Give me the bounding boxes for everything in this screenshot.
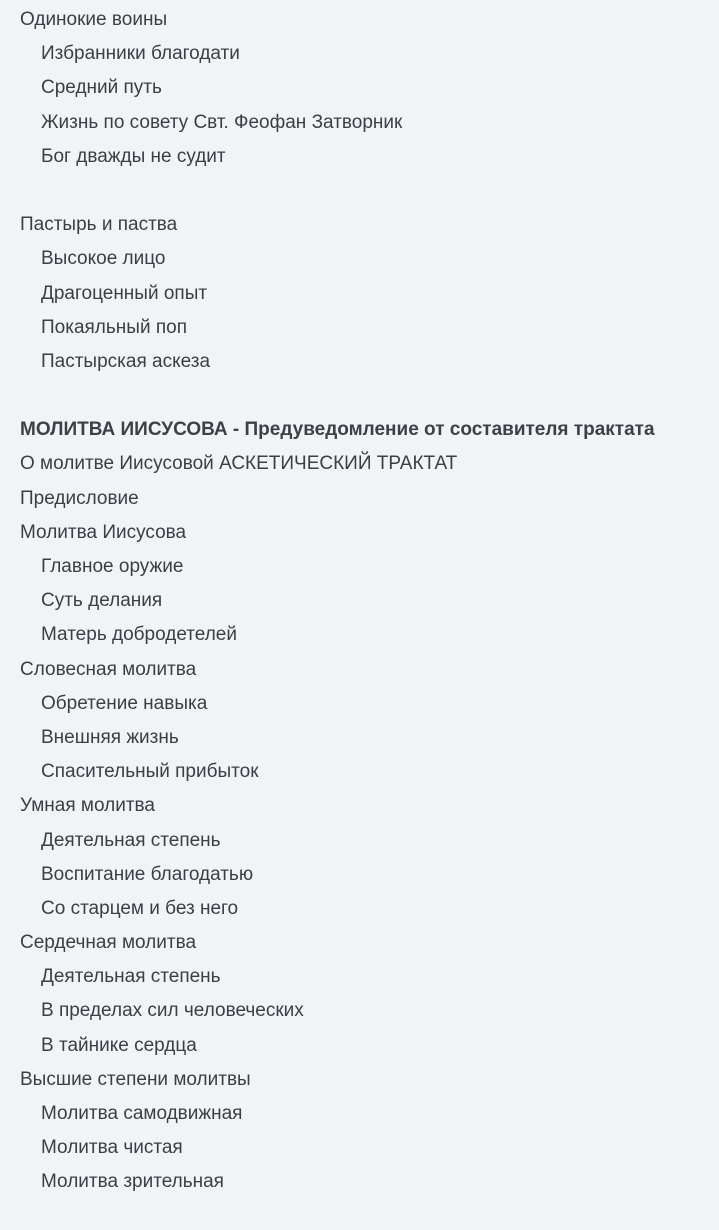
toc-subitem[interactable]: Матерь добродетелей <box>41 624 237 646</box>
toc-subitem[interactable]: Молитва чистая <box>41 1137 183 1159</box>
toc-subitem[interactable]: Высокое лицо <box>41 248 166 270</box>
toc-subitem[interactable]: Молитва самодвижная <box>41 1103 243 1124</box>
toc-subitem[interactable]: Жизнь по совету Свт. Феофан Затворник <box>41 111 403 133</box>
section-spacer <box>20 174 719 208</box>
toc-item[interactable]: Молитва Иисусова <box>20 521 187 543</box>
toc-subitem[interactable]: Суть делания <box>41 590 163 612</box>
toc-subitem[interactable]: Обретение навыка <box>41 692 208 714</box>
toc-subitem[interactable]: Спасительный прибыток <box>41 761 259 783</box>
toc-item[interactable]: Высшие степени молитвы <box>20 1068 251 1090</box>
toc-item[interactable]: О молитве Иисусовой АСКЕТИЧЕСКИЙ ТРАКТАТ <box>20 453 458 475</box>
toc-subitem[interactable]: Драгоценный опыт <box>41 282 208 304</box>
toc-subitem[interactable]: Со старцем и без него <box>41 897 239 919</box>
toc-subitem[interactable]: Избранники благодати <box>41 43 240 65</box>
toc-item[interactable]: Пастырь и паства <box>20 214 178 236</box>
toc-subitem[interactable]: В тайнике сердца <box>41 1034 197 1056</box>
toc-item[interactable]: Умная молитва <box>20 795 155 817</box>
section-spacer <box>20 379 719 413</box>
toc-subitem[interactable]: Бог дважды не судит <box>41 145 226 167</box>
toc-subitem[interactable]: В пределах сил человеческих <box>41 1000 304 1022</box>
toc-subitem[interactable]: Внешняя жизнь <box>41 726 179 748</box>
toc-subitem[interactable]: Деятельная степень <box>41 829 221 851</box>
toc-subitem[interactable]: Средний путь <box>41 77 162 99</box>
toc-item[interactable]: Предисловие <box>20 487 139 509</box>
toc-subitem[interactable]: Воспитание благодатью <box>41 863 254 885</box>
toc-subitem[interactable]: Деятельная степень <box>41 966 221 988</box>
toc-subitem[interactable]: Главное оружие <box>41 556 184 577</box>
toc-subitem[interactable]: Покаяльный поп <box>41 316 187 338</box>
toc-item[interactable]: Одинокие воины <box>20 9 168 30</box>
toc-item[interactable]: Сердечная молитва <box>20 932 197 954</box>
toc-subitem[interactable]: Молитва зрительная <box>41 1171 224 1193</box>
toc-section-heading[interactable]: МОЛИТВА ИИСУСОВА - Предуведомление от составителя трактата <box>20 419 655 441</box>
toc-subitem[interactable]: Пастырская аскеза <box>41 350 211 372</box>
toc-item[interactable]: Словесная молитва <box>20 658 197 680</box>
